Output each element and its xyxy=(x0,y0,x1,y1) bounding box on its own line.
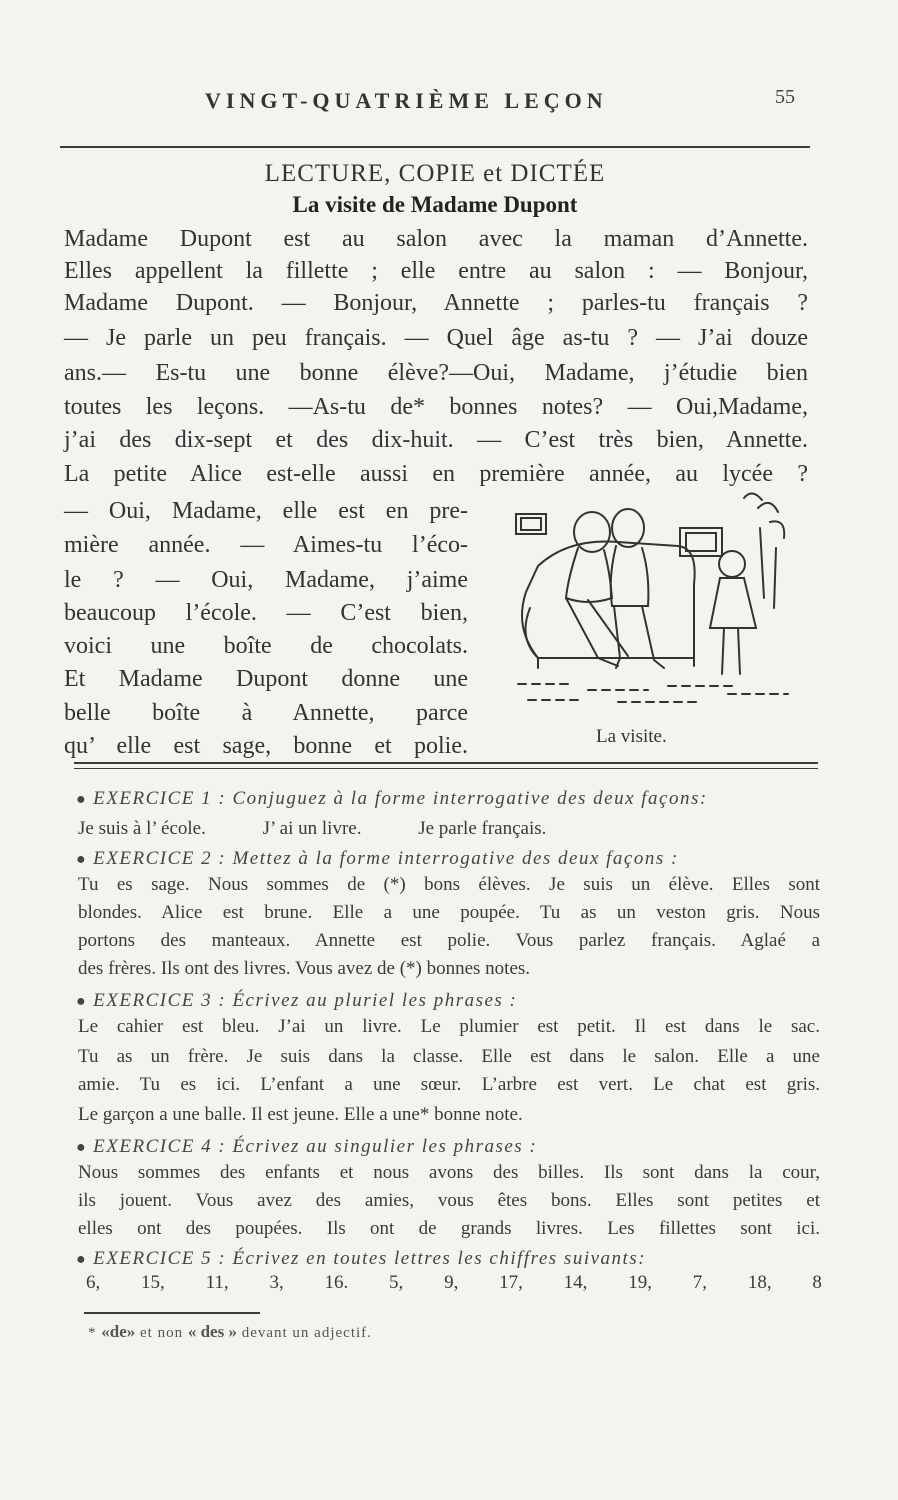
exercise-3-heading xyxy=(76,990,517,1012)
story-line: mière année. — Aimes-tu l’éco- xyxy=(64,532,468,558)
exercise-rule-1 xyxy=(74,762,818,764)
exercise-3-line: Le cahier est bleu. J’ai un livre. Le plumier est petit. Il est dans le sac. xyxy=(78,1016,820,1037)
top-rule xyxy=(60,146,810,148)
number-item: 11, xyxy=(205,1272,229,1293)
page-number: 55 xyxy=(775,86,795,108)
story-line: beaucoup l’école. — C’est bien, xyxy=(64,600,468,626)
footnote-word-des: « des » xyxy=(187,1322,237,1341)
number-item: 18, xyxy=(747,1272,772,1293)
exercise-1-heading-text: EXERCICE 1 : Conjuguez à la forme interrogative des deux façons: xyxy=(93,788,708,809)
bullet-icon: ● xyxy=(76,851,88,868)
number-item: 14, xyxy=(563,1272,588,1293)
bullet-icon: ● xyxy=(76,1251,88,1268)
footnote-rest: devant un adjectif. xyxy=(236,1325,372,1341)
exercise-2-heading xyxy=(76,848,679,870)
number-item: 8 xyxy=(812,1272,822,1293)
story-line: voici une boîte de chocolats. xyxy=(64,633,468,659)
story-line: — Je parle un peu français. — Quel âge as-tu ? — J’ai douze xyxy=(64,325,808,351)
number-item: 9, xyxy=(444,1272,459,1293)
exercise-4-line: Nous sommes des enfants et nous avons des billes. Ils sont dans la cour, xyxy=(78,1162,820,1183)
exercise-2-line: blondes. Alice est brune. Elle a une poupée. Tu as un veston gris. Nous xyxy=(78,902,820,923)
exercise-2-heading-text: EXERCICE 2 : Mettez à la forme interrogative des deux façons : xyxy=(93,848,679,869)
exercise-4-line: elles ont des poupées. Ils ont de grands livres. Les fillettes sont ici. xyxy=(78,1218,820,1239)
story-line: qu’ elle est sage, bonne et polie. xyxy=(64,733,468,759)
exercise-2-line: portons des manteaux. Annette est polie. Vous parlez français. Aglaé a xyxy=(78,930,820,951)
story-line: toutes les leçons. —As-tu de* bonnes notes? — Oui,Madame, xyxy=(64,394,808,420)
footnote-rule xyxy=(84,1312,260,1314)
number-item: 19, xyxy=(628,1272,652,1293)
exercise-1-item: J’ ai un livre. xyxy=(262,818,362,839)
exercise-5-heading xyxy=(76,1248,646,1270)
story-line: belle boîte à Annette, parce xyxy=(64,700,468,726)
bullet-icon: ● xyxy=(76,1139,88,1156)
number-item: 5, xyxy=(389,1272,404,1293)
bullet-icon: ● xyxy=(76,993,88,1010)
section-title: LECTURE, COPIE et DICTÉE xyxy=(264,160,606,187)
number-item: 15, xyxy=(141,1272,165,1293)
story-line: La petite Alice est-elle aussi en première année, au lycée ? xyxy=(64,461,808,487)
story-line: Madame Dupont. — Bonjour, Annette ; parles-tu français ? xyxy=(64,290,808,316)
visit-illustration xyxy=(508,488,798,716)
number-item: 7, xyxy=(692,1272,708,1293)
exercise-4-heading xyxy=(76,1136,537,1158)
story-line: j’ai des dix-sept et des dix-huit. — C’est très bien, Annette. xyxy=(64,427,808,453)
number-item: 3, xyxy=(269,1272,284,1293)
story-line: Elles appellent la fillette ; elle entre au salon : — Bonjour, xyxy=(64,258,808,284)
number-item: 6, xyxy=(86,1272,101,1293)
exercise-4-heading-text: EXERCICE 4 : Écrivez au singulier les phrases : xyxy=(93,1136,538,1157)
footnote xyxy=(88,1322,372,1342)
story-line: le ? — Oui, Madame, j’aime xyxy=(64,567,468,593)
story-line: Madame Dupont est au salon avec la maman d’Annette. xyxy=(64,226,808,252)
exercise-5-numbers xyxy=(86,1272,822,1294)
exercise-2-line: Tu es sage. Nous sommes de (*) bons élèves. Je suis un élève. Elles sont xyxy=(78,874,820,895)
story-line: — Oui, Madame, elle est en pre- xyxy=(64,498,468,524)
exercise-4-line: ils jouent. Vous avez des amies, vous êtes bons. Elles sont petites et xyxy=(78,1190,820,1211)
number-item: 16. xyxy=(324,1272,349,1293)
exercise-1-item: Je suis à l’ école. xyxy=(78,818,206,839)
exercise-3-line: amie. Tu es ici. L’enfant a une sœur. L’arbre est vert. Le chat est gris. xyxy=(78,1074,820,1095)
story-title: La visite de Madame Dupont xyxy=(292,192,578,217)
exercise-2-line: des frères. Ils ont des livres. Vous avez de (*) bonnes notes. xyxy=(78,958,531,979)
running-title: VINGT-QUATRIÈME LEÇON xyxy=(205,88,608,113)
exercise-3-heading-text: EXERCICE 3 : Écrivez au pluriel les phrases : xyxy=(93,990,518,1011)
exercise-1-item: Je parle français. xyxy=(418,818,547,839)
story-line: Et Madame Dupont donne une xyxy=(64,666,468,692)
footnote-middle: et non xyxy=(135,1325,188,1341)
exercise-5-heading-text: EXERCICE 5 : Écrivez en toutes lettres les chiffres suivants: xyxy=(93,1248,647,1269)
exercise-rule-2 xyxy=(74,768,818,769)
footnote-word-de: «de» xyxy=(101,1322,136,1341)
illustration-caption: La visite. xyxy=(596,726,667,747)
story-line: ans.— Es-tu une bonne élève?—Oui, Madame, j’étudie bien xyxy=(64,360,808,386)
exercise-3-line: Le garçon a une balle. Il est jeune. Elle a une* bonne note. xyxy=(78,1104,523,1125)
exercise-3-line: Tu as un frère. Je suis dans la classe. Elle est dans le salon. Elle a une xyxy=(78,1046,820,1067)
footnote-marker: * xyxy=(88,1325,97,1341)
number-item: 17, xyxy=(499,1272,523,1293)
exercise-1-items xyxy=(78,818,598,840)
exercise-1-heading xyxy=(76,788,708,810)
bullet-icon: ● xyxy=(76,791,88,808)
